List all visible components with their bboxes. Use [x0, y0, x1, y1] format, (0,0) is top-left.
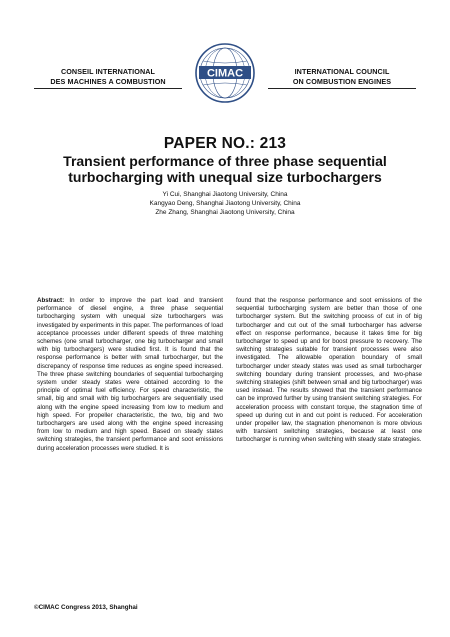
header-right-line2: ON COMBUSTION ENGINES	[268, 77, 416, 89]
header-right-line1: INTERNATIONAL COUNCIL	[294, 67, 390, 76]
abstract-text-right: found that the response performance and soot emissions of the sequential turbocharging system are better than those of one turbocharger system. But the switching process of cut in of big turbocharger and cut out of the small turbocharger has adverse effect on response performance, because it takes time for big turbocharger to speed up and for boost pressure to recovery. The switching strategies suitable for transient processes were also investigated. The allowable operation boundary of small turbocharger under steady states was used as small turbocharger switching boundary during transient processes, and two-phase switching strategies (shift between small and big turbocharger) was used instead. The results showed that the transient performance can be improved further by using transient switching strategies. For acceleration process with constant torque, the stagnation time of speed up during cut in and cut point is reduced. For acceleration under propeller law, the stagnation phenomenon is more obvious with transient switching strategies, because at least one turbocharger is running when switching with steady state strategies.	[236, 297, 422, 444]
paper-title	[40, 153, 410, 185]
cimac-logo-icon	[194, 42, 256, 104]
abstract-text-left: In order to improve the part load and transient performance of diesel engine, a three phase sequential turbocharging system with unequal size turbochargers was investigated by experiments in this paper. The performances of load acceptance processes under different speeds of three matching schemes (one small turbocharger, one big turbocharger and small with big turbochargers) were studied first. It is found that the response performance is better with small turbocharger, but the discrepancy of response time reduces as engine speed increased. The three phase switching boundaries of sequential turbocharging system under steady states were obtained according to the principle of optimal fuel efficiency. For speed characteristic, the small, big and small with big turbochargers are sequentially used along with the engine speed increasing from low to medium and high speed. For propeller characteristic, the two, big and two turbochargers are used along with the engine speed increasing from low to medium and high speed. Based on steady states switching strategies, the transient performance and soot emissions during acceleration processes were studied. It is	[37, 297, 223, 452]
header-left-org	[34, 67, 182, 89]
paper-title-line1: Transient performance of three phase sequential	[63, 153, 387, 169]
header-right-org	[268, 67, 416, 89]
paper-title-line2: turbocharging with unequal size turbochargers	[68, 169, 382, 185]
header-left-line1: CONSEIL INTERNATIONAL	[60, 67, 156, 76]
footer-copyright: ©CIMAC Congress 2013, Shanghai	[34, 604, 138, 611]
header-left-line2: DES MACHINES A COMBUSTION	[34, 77, 182, 89]
author-list	[0, 190, 450, 217]
author-2: Kangyao Deng, Shanghai Jiaotong University, China	[149, 200, 301, 207]
abstract-column-right	[236, 297, 422, 445]
paper-number: PAPER NO.: 213	[163, 135, 287, 152]
logo-text: CIMAC	[206, 67, 244, 80]
abstract-column-left	[37, 297, 223, 453]
author-1: Yi Cui, Shanghai Jiaotong University, China	[162, 191, 288, 198]
author-3: Zhe Zhang, Shanghai Jiaotong University, China	[155, 209, 295, 216]
abstract-label: Abstract:	[37, 297, 65, 304]
